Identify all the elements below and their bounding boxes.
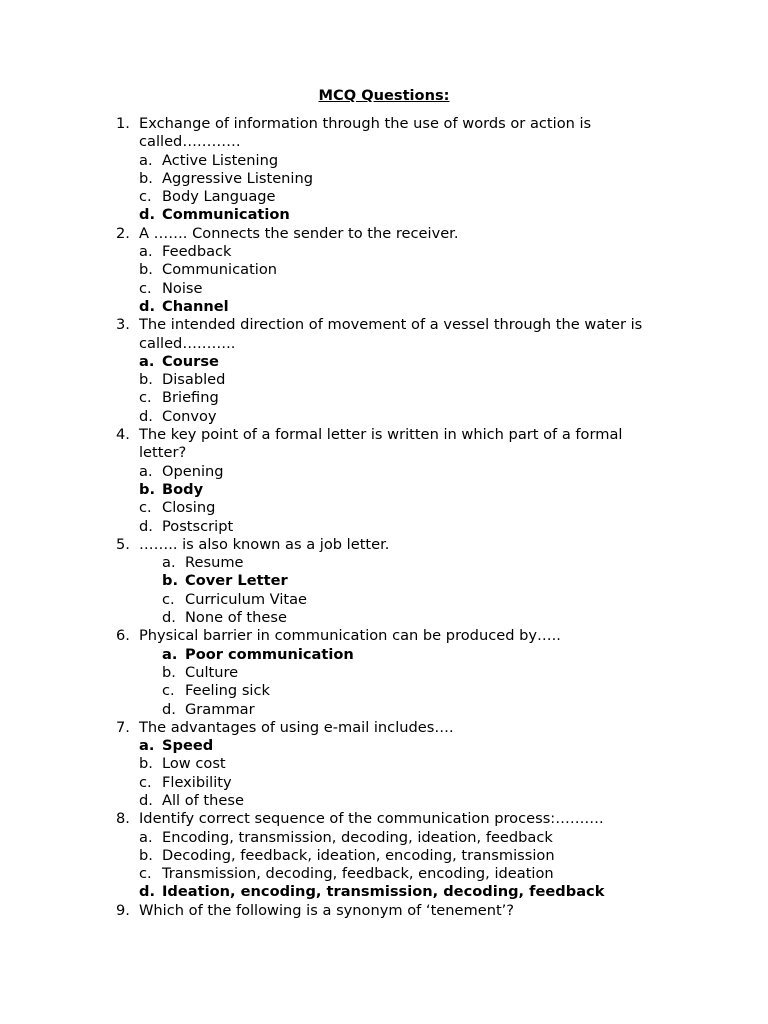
option-text: Resume	[185, 554, 244, 572]
answer-option-correct	[0, 298, 768, 316]
option-label: c.	[139, 773, 152, 791]
answer-option	[0, 701, 768, 719]
question-number: 8.	[116, 810, 130, 828]
question-item	[0, 426, 768, 536]
option-label: c.	[162, 590, 175, 608]
option-label: d.	[139, 407, 153, 425]
option-label: d.	[162, 609, 176, 627]
answer-option-correct	[0, 883, 768, 901]
question-text: Which of the following is a synonym of ‘tenement’?	[139, 901, 515, 919]
option-text: Curriculum Vitae	[185, 590, 308, 608]
answer-option	[0, 682, 768, 700]
option-label: d.	[139, 517, 153, 535]
question-number: 6.	[116, 627, 130, 645]
option-text: Poor communication	[185, 645, 354, 663]
option-label: b.	[139, 480, 155, 498]
answer-option	[0, 188, 768, 206]
question-line	[0, 719, 768, 737]
answer-option	[0, 792, 768, 810]
option-text: Culture	[185, 663, 239, 681]
question-line	[0, 810, 768, 828]
answer-option	[0, 865, 768, 883]
option-text: Speed	[162, 737, 214, 755]
option-text: Low cost	[162, 755, 226, 773]
question-line	[0, 335, 768, 353]
option-label: b.	[139, 169, 153, 187]
answer-option	[0, 499, 768, 517]
question-text: The advantages of using e-mail includes….	[139, 718, 454, 736]
question-item	[0, 536, 768, 627]
question-item	[0, 316, 768, 426]
question-text: The intended direction of movement of a vessel through the water is	[139, 316, 643, 334]
option-text: Decoding, feedback, ideation, encoding, transmission	[162, 846, 555, 864]
option-label: d.	[139, 206, 155, 224]
option-label: b.	[162, 663, 176, 681]
question-text: The key point of a formal letter is written in which part of a formal	[139, 426, 623, 444]
question-text: Physical barrier in communication can be produced by…..	[139, 627, 561, 645]
option-label: c.	[139, 188, 152, 206]
question-number: 1.	[116, 115, 130, 132]
question-text: …….. is also known as a job letter.	[139, 535, 390, 553]
option-text: Closing	[162, 499, 216, 517]
answer-option	[0, 847, 768, 865]
question-item	[0, 902, 768, 920]
option-label: b.	[139, 755, 153, 773]
option-text: All of these	[162, 791, 244, 809]
page-title: MCQ Questions:	[318, 87, 450, 104]
option-text: Disabled	[162, 371, 226, 389]
option-label: a.	[139, 737, 155, 755]
question-text: Identify correct sequence of the communication process:……….	[139, 810, 604, 828]
question-line	[0, 627, 768, 645]
option-text: Convoy	[162, 407, 217, 425]
option-text: None of these	[185, 609, 287, 627]
question-line	[0, 536, 768, 554]
option-label: a.	[139, 828, 153, 846]
answer-option	[0, 371, 768, 389]
answer-option	[0, 243, 768, 261]
option-text: Grammar	[185, 700, 255, 718]
question-line	[0, 225, 768, 243]
option-text: Feedback	[162, 243, 232, 261]
question-line	[0, 133, 768, 151]
question-list	[0, 115, 768, 920]
question-number: 9.	[116, 901, 130, 919]
answer-option-correct	[0, 481, 768, 499]
option-label: d.	[139, 883, 155, 901]
option-label: b.	[162, 572, 178, 590]
option-label: a.	[162, 645, 178, 663]
answer-option	[0, 554, 768, 572]
option-label: c.	[139, 865, 152, 883]
option-label: c.	[162, 682, 175, 700]
option-label: b.	[139, 261, 153, 279]
option-text: Cover Letter	[185, 572, 288, 590]
answer-option-correct	[0, 737, 768, 755]
question-text: letter?	[139, 444, 187, 462]
answer-option	[0, 170, 768, 188]
answer-option-correct	[0, 206, 768, 224]
option-label: d.	[139, 791, 153, 809]
answer-option	[0, 280, 768, 298]
option-text: Active Listening	[162, 151, 279, 169]
question-item	[0, 627, 768, 718]
question-line	[0, 115, 768, 133]
option-label: a.	[139, 243, 153, 261]
option-label: a.	[162, 554, 176, 572]
option-text: Communication	[162, 206, 290, 224]
option-label: b.	[139, 846, 153, 864]
question-number: 5.	[116, 535, 130, 553]
option-text: Flexibility	[162, 773, 232, 791]
question-item	[0, 115, 768, 225]
question-number: 2.	[116, 224, 130, 242]
question-text: Exchange of information through the use of words or action is	[139, 115, 592, 132]
option-text: Ideation, encoding, transmission, decoding, feedback	[162, 883, 605, 901]
answer-option	[0, 518, 768, 536]
question-text: called…………	[139, 133, 241, 151]
answer-option	[0, 591, 768, 609]
answer-option	[0, 152, 768, 170]
answer-option	[0, 829, 768, 847]
answer-option-correct	[0, 572, 768, 590]
question-line	[0, 426, 768, 444]
question-item	[0, 810, 768, 901]
option-text: Opening	[162, 462, 224, 480]
answer-option	[0, 755, 768, 773]
option-text: Transmission, decoding, feedback, encoding, ideation	[162, 865, 554, 883]
option-text: Body Language	[162, 188, 276, 206]
answer-option	[0, 389, 768, 407]
option-text: Encoding, transmission, decoding, ideation, feedback	[162, 828, 553, 846]
question-number: 4.	[116, 426, 130, 444]
answer-option	[0, 774, 768, 792]
question-item	[0, 225, 768, 316]
answer-option	[0, 463, 768, 481]
question-number: 7.	[116, 718, 130, 736]
question-number: 3.	[116, 316, 130, 334]
option-text: Channel	[162, 297, 229, 315]
question-line	[0, 316, 768, 334]
option-label: d.	[139, 297, 155, 315]
option-text: Course	[162, 352, 219, 370]
question-item	[0, 719, 768, 810]
option-label: a.	[139, 352, 155, 370]
option-label: d.	[162, 700, 176, 718]
option-label: a.	[139, 462, 153, 480]
option-text: Briefing	[162, 389, 219, 407]
option-label: a.	[139, 151, 153, 169]
option-text: Body	[162, 480, 204, 498]
option-label: c.	[139, 279, 152, 297]
answer-option	[0, 664, 768, 682]
option-label: b.	[139, 371, 153, 389]
option-text: Aggressive Listening	[162, 169, 313, 187]
option-text: Feeling sick	[185, 682, 270, 700]
option-label: c.	[139, 499, 152, 517]
answer-option	[0, 261, 768, 279]
question-line	[0, 444, 768, 462]
answer-option	[0, 408, 768, 426]
option-label: c.	[139, 389, 152, 407]
question-text: A ……. Connects the sender to the receiver.	[139, 224, 459, 242]
answer-option-correct	[0, 353, 768, 371]
question-text: called………..	[139, 334, 236, 352]
answer-option	[0, 609, 768, 627]
option-text: Postscript	[162, 517, 234, 535]
option-text: Communication	[162, 261, 278, 279]
question-line	[0, 902, 768, 920]
option-text: Noise	[162, 279, 203, 297]
answer-option-correct	[0, 646, 768, 664]
